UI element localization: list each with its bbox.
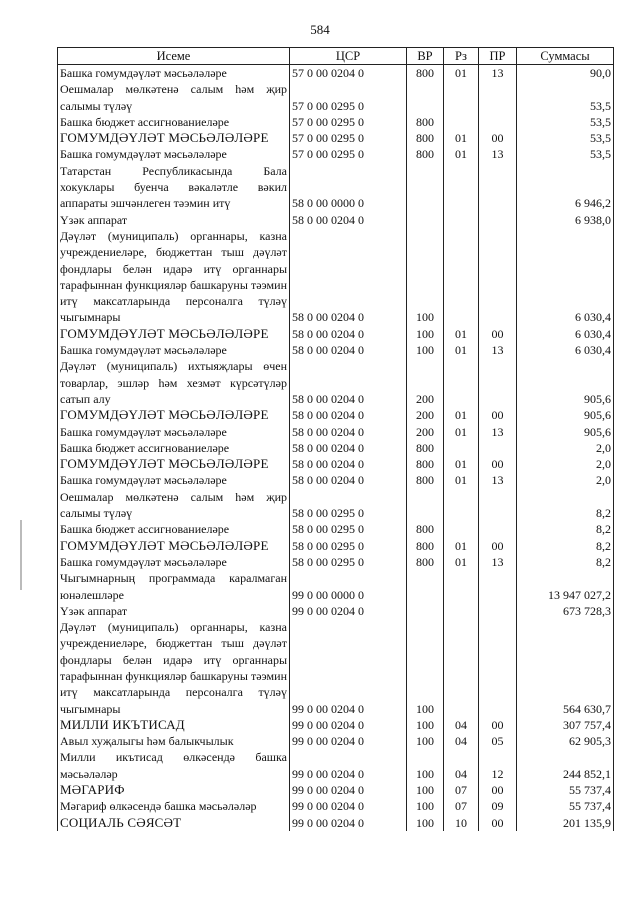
cell-name: Оешмалар мөлкәтенә салым һәм җир салымы түләү [58, 81, 290, 114]
cell-vr [407, 81, 444, 114]
table-row [58, 489, 614, 522]
table-row [58, 733, 614, 749]
cell-pr [479, 81, 517, 114]
cell-pr: 00 [479, 130, 517, 146]
cell-rz [444, 114, 479, 130]
cell-vr: 100 [407, 326, 444, 342]
cell-sum: 6 030,4 [517, 342, 614, 358]
cell-sum: 201 135,9 [517, 815, 614, 831]
cell-csr: 57 0 00 0204 0 [290, 65, 407, 82]
cell-rz: 04 [444, 749, 479, 782]
cell-pr: 00 [479, 538, 517, 554]
cell-vr: 800 [407, 472, 444, 488]
cell-pr: 00 [479, 815, 517, 831]
cell-sum: 55 737,4 [517, 782, 614, 798]
cell-name: Оешмалар мөлкәтенә салым һәм җир салымы түләү [58, 489, 290, 522]
cell-rz: 01 [444, 538, 479, 554]
cell-vr: 800 [407, 538, 444, 554]
cell-vr: 800 [407, 554, 444, 570]
cell-rz: 01 [444, 146, 479, 162]
cell-sum: 6 030,4 [517, 228, 614, 326]
cell-csr: 58 0 00 0204 0 [290, 358, 407, 407]
cell-pr: 12 [479, 749, 517, 782]
budget-table [57, 47, 614, 831]
cell-vr [407, 163, 444, 212]
cell-csr: 99 0 00 0204 0 [290, 733, 407, 749]
cell-name: Дәүләт (муниципаль) органнары, казна учреждениеләре, бюджеттан тыш дәүләт фондлары белән идарә итү органнары тарафыннан функцияләр башкаруны тәэмин итү максатларында персоналга түләү чыгымнары [58, 619, 290, 717]
cell-rz: 01 [444, 407, 479, 423]
cell-vr: 800 [407, 146, 444, 162]
cell-rz: 01 [444, 342, 479, 358]
cell-name: Башка гомумдәүләт мәсьәләләре [58, 65, 290, 82]
column-header-vr: ВР [407, 48, 444, 65]
cell-csr: 58 0 00 0295 0 [290, 489, 407, 522]
cell-pr: 00 [479, 717, 517, 733]
cell-sum: 244 852,1 [517, 749, 614, 782]
cell-vr: 200 [407, 424, 444, 440]
cell-name: МӘГАРИФ [58, 782, 290, 798]
cell-sum: 53,5 [517, 146, 614, 162]
table-row [58, 440, 614, 456]
cell-sum: 90,0 [517, 65, 614, 82]
cell-sum: 8,2 [517, 554, 614, 570]
cell-name: ГОМУМДӘҮЛӘТ МӘСЬӘЛӘЛӘРЕ [58, 130, 290, 146]
table-row [58, 456, 614, 472]
cell-name: МИЛЛИ ИКЪТИСАД [58, 717, 290, 733]
cell-sum: 564 630,7 [517, 619, 614, 717]
cell-csr: 99 0 00 0204 0 [290, 782, 407, 798]
table-row [58, 342, 614, 358]
cell-name: Башка гомумдәүләт мәсьәләләре [58, 472, 290, 488]
cell-rz: 01 [444, 326, 479, 342]
cell-vr: 800 [407, 114, 444, 130]
cell-name: Башка бюджет ассигнованиеләре [58, 440, 290, 456]
cell-rz [444, 81, 479, 114]
cell-sum: 8,2 [517, 538, 614, 554]
cell-rz: 07 [444, 782, 479, 798]
cell-rz: 01 [444, 130, 479, 146]
cell-pr [479, 521, 517, 537]
cell-sum: 6 030,4 [517, 326, 614, 342]
table-row [58, 554, 614, 570]
table-row [58, 603, 614, 619]
cell-vr: 800 [407, 130, 444, 146]
table-row [58, 65, 614, 82]
cell-name: Татарстан Республикасында Бала хокуклары буенча вәкаләтле вәкил аппараты эшчәнлеген тәэмин итү [58, 163, 290, 212]
cell-csr: 58 0 00 0204 0 [290, 456, 407, 472]
page-number: 584 [310, 22, 330, 37]
table-row [58, 538, 614, 554]
cell-csr: 58 0 00 0295 0 [290, 521, 407, 537]
table-header-row [58, 48, 614, 65]
table-row [58, 798, 614, 814]
cell-name: Чыгымнарның программада каралмаган юнәлешләре [58, 570, 290, 603]
cell-rz: 10 [444, 815, 479, 831]
cell-rz [444, 521, 479, 537]
cell-name: Дәүләт (муниципаль) ихтыяҗлары өчен товарлар, эшләр һәм хезмәт күрсәтүләр сатып алу [58, 358, 290, 407]
cell-name: Башка бюджет ассигнованиеләре [58, 114, 290, 130]
cell-pr: 13 [479, 472, 517, 488]
cell-sum: 55 737,4 [517, 798, 614, 814]
cell-csr: 99 0 00 0204 0 [290, 798, 407, 814]
cell-pr: 13 [479, 146, 517, 162]
cell-vr: 800 [407, 440, 444, 456]
cell-name: Башка гомумдәүләт мәсьәләләре [58, 342, 290, 358]
cell-sum: 8,2 [517, 521, 614, 537]
table-row [58, 717, 614, 733]
cell-sum: 2,0 [517, 440, 614, 456]
cell-pr: 00 [479, 782, 517, 798]
cell-sum: 905,6 [517, 424, 614, 440]
table-row [58, 146, 614, 162]
cell-name: ГОМУМДӘҮЛӘТ МӘСЬӘЛӘЛӘРЕ [58, 407, 290, 423]
cell-vr [407, 212, 444, 228]
cell-rz [444, 358, 479, 407]
cell-pr [479, 212, 517, 228]
cell-csr: 58 0 00 0295 0 [290, 554, 407, 570]
table-row [58, 326, 614, 342]
cell-pr [479, 163, 517, 212]
table-row [58, 521, 614, 537]
cell-csr: 99 0 00 0204 0 [290, 815, 407, 831]
cell-sum: 905,6 [517, 407, 614, 423]
cell-pr: 13 [479, 424, 517, 440]
table-row [58, 424, 614, 440]
cell-vr: 100 [407, 798, 444, 814]
cell-csr: 57 0 00 0295 0 [290, 146, 407, 162]
cell-name: Авыл хуҗалыгы һәм балыкчылык [58, 733, 290, 749]
cell-rz: 01 [444, 456, 479, 472]
cell-csr: 58 0 00 0204 0 [290, 472, 407, 488]
cell-rz [444, 163, 479, 212]
cell-pr [479, 440, 517, 456]
cell-pr [479, 358, 517, 407]
cell-rz [444, 440, 479, 456]
cell-name: ГОМУМДӘҮЛӘТ МӘСЬӘЛӘЛӘРЕ [58, 326, 290, 342]
cell-sum: 307 757,4 [517, 717, 614, 733]
table-row [58, 782, 614, 798]
cell-name: Башка гомумдәүләт мәсьәләләре [58, 554, 290, 570]
cell-name: ГОМУМДӘҮЛӘТ МӘСЬӘЛӘЛӘРЕ [58, 538, 290, 554]
cell-name: ГОМУМДӘҮЛӘТ МӘСЬӘЛӘЛӘРЕ [58, 456, 290, 472]
cell-rz: 01 [444, 424, 479, 440]
cell-rz: 01 [444, 472, 479, 488]
column-header-sum: Суммасы [517, 48, 614, 65]
cell-csr: 58 0 00 0204 0 [290, 228, 407, 326]
cell-vr: 100 [407, 342, 444, 358]
cell-csr: 58 0 00 0204 0 [290, 326, 407, 342]
cell-rz: 01 [444, 554, 479, 570]
cell-rz [444, 603, 479, 619]
cell-vr: 100 [407, 619, 444, 717]
cell-sum: 8,2 [517, 489, 614, 522]
cell-sum: 13 947 027,2 [517, 570, 614, 603]
cell-sum: 53,5 [517, 81, 614, 114]
cell-pr [479, 489, 517, 522]
cell-vr: 100 [407, 228, 444, 326]
cell-name: Үзәк аппарат [58, 212, 290, 228]
cell-rz: 04 [444, 717, 479, 733]
cell-vr: 200 [407, 407, 444, 423]
cell-name: Дәүләт (муниципаль) органнары, казна учреждениеләре, бюджеттан тыш дәүләт фондлары белән идарә итү органнары тарафыннан функцияләр башкаруны тәэмин итү максатларында персоналга түләү чыгымнары [58, 228, 290, 326]
cell-vr [407, 570, 444, 603]
cell-csr: 58 0 00 0204 0 [290, 212, 407, 228]
cell-sum: 673 728,3 [517, 603, 614, 619]
scan-edge-mark [20, 520, 22, 590]
cell-pr: 13 [479, 342, 517, 358]
cell-vr: 100 [407, 815, 444, 831]
cell-vr: 100 [407, 717, 444, 733]
table-row [58, 163, 614, 212]
cell-pr [479, 619, 517, 717]
table-row [58, 570, 614, 603]
table-row [58, 407, 614, 423]
cell-csr: 99 0 00 0204 0 [290, 603, 407, 619]
cell-csr: 57 0 00 0295 0 [290, 130, 407, 146]
cell-csr: 58 0 00 0204 0 [290, 407, 407, 423]
cell-rz: 07 [444, 798, 479, 814]
cell-csr: 58 0 00 0000 0 [290, 163, 407, 212]
table-row [58, 114, 614, 130]
table-row [58, 358, 614, 407]
cell-vr: 800 [407, 65, 444, 82]
cell-rz [444, 619, 479, 717]
cell-name: СОЦИАЛЬ СӘЯСӘТ [58, 815, 290, 831]
cell-name: Милли икътисад өлкәсендә башка мәсьәләләр [58, 749, 290, 782]
cell-name: Үзәк аппарат [58, 603, 290, 619]
table-row [58, 130, 614, 146]
cell-name: Башка гомумдәүләт мәсьәләләре [58, 424, 290, 440]
cell-pr [479, 603, 517, 619]
cell-vr: 800 [407, 456, 444, 472]
cell-sum: 62 905,3 [517, 733, 614, 749]
cell-sum: 6 946,2 [517, 163, 614, 212]
cell-vr: 100 [407, 782, 444, 798]
cell-rz: 04 [444, 733, 479, 749]
cell-vr: 100 [407, 733, 444, 749]
cell-csr: 99 0 00 0204 0 [290, 749, 407, 782]
table-row [58, 815, 614, 831]
table-row [58, 619, 614, 717]
cell-pr: 00 [479, 407, 517, 423]
cell-vr [407, 603, 444, 619]
table-row [58, 81, 614, 114]
cell-pr [479, 114, 517, 130]
cell-csr: 58 0 00 0295 0 [290, 538, 407, 554]
cell-vr: 800 [407, 521, 444, 537]
column-header-name: Исеме [58, 48, 290, 65]
cell-csr: 58 0 00 0204 0 [290, 342, 407, 358]
cell-rz: 01 [444, 65, 479, 82]
cell-rz [444, 570, 479, 603]
table-row [58, 228, 614, 326]
cell-vr [407, 489, 444, 522]
cell-csr: 99 0 00 0204 0 [290, 717, 407, 733]
cell-pr: 09 [479, 798, 517, 814]
cell-csr: 57 0 00 0295 0 [290, 81, 407, 114]
table-row [58, 749, 614, 782]
cell-csr: 99 0 00 0000 0 [290, 570, 407, 603]
cell-pr: 05 [479, 733, 517, 749]
cell-sum: 2,0 [517, 472, 614, 488]
cell-vr: 100 [407, 749, 444, 782]
cell-sum: 905,6 [517, 358, 614, 407]
cell-rz [444, 212, 479, 228]
table-body [58, 65, 614, 831]
cell-rz [444, 489, 479, 522]
cell-csr: 99 0 00 0204 0 [290, 619, 407, 717]
cell-name: Мәгариф өлкәсендә башка мәсьәләләр [58, 798, 290, 814]
column-header-pr: ПР [479, 48, 517, 65]
cell-pr [479, 570, 517, 603]
column-header-csr: ЦСР [290, 48, 407, 65]
cell-pr [479, 228, 517, 326]
cell-name: Башка гомумдәүләт мәсьәләләре [58, 146, 290, 162]
cell-csr: 58 0 00 0204 0 [290, 440, 407, 456]
cell-pr: 00 [479, 456, 517, 472]
cell-sum: 2,0 [517, 456, 614, 472]
table-row [58, 472, 614, 488]
cell-pr: 13 [479, 65, 517, 82]
cell-sum: 6 938,0 [517, 212, 614, 228]
cell-rz [444, 228, 479, 326]
cell-csr: 57 0 00 0295 0 [290, 114, 407, 130]
cell-vr: 200 [407, 358, 444, 407]
column-header-rz: Рз [444, 48, 479, 65]
cell-pr: 13 [479, 554, 517, 570]
cell-sum: 53,5 [517, 130, 614, 146]
cell-csr: 58 0 00 0204 0 [290, 424, 407, 440]
cell-name: Башка бюджет ассигнованиеләре [58, 521, 290, 537]
cell-pr: 00 [479, 326, 517, 342]
cell-sum: 53,5 [517, 114, 614, 130]
table-row [58, 212, 614, 228]
